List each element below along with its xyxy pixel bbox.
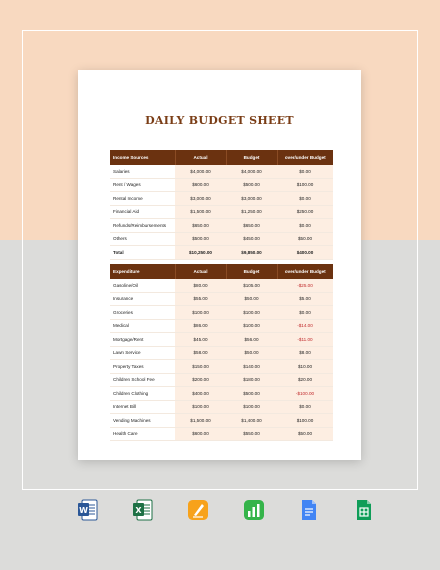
row-label: Refunds/Reimbursements <box>110 219 175 233</box>
budget-document <box>78 70 361 460</box>
amount-cell: $9,850.00 <box>226 246 277 260</box>
amount-cell: $50.00 <box>277 232 333 246</box>
table-row <box>110 333 333 347</box>
pages-icon[interactable] <box>188 499 208 521</box>
row-label: Rental Income <box>110 192 175 206</box>
table-row <box>110 279 333 292</box>
amount-cell: $400.00 <box>175 387 226 401</box>
table-row <box>110 219 333 233</box>
row-label: Vending Machines <box>110 414 175 428</box>
expenditure-table <box>110 264 333 441</box>
amount-cell: $140.00 <box>226 360 277 374</box>
amount-cell: $86.00 <box>175 319 226 333</box>
amount-cell: $200.00 <box>175 373 226 387</box>
amount-cell: $500.00 <box>226 387 277 401</box>
amount-cell: $100.00 <box>175 400 226 414</box>
column-header: Budget <box>226 264 277 279</box>
amount-cell: $56.00 <box>226 333 277 347</box>
amount-cell: $20.00 <box>277 373 333 387</box>
amount-cell: $0.00 <box>277 400 333 414</box>
google-docs-icon[interactable] <box>299 499 319 521</box>
row-label: Lawn Service <box>110 346 175 360</box>
amount-cell: $500.00 <box>226 178 277 192</box>
amount-cell: $45.00 <box>175 333 226 347</box>
numbers-icon[interactable] <box>244 499 264 521</box>
row-label: Mortgage/Rent <box>110 333 175 347</box>
amount-cell: $100.00 <box>226 319 277 333</box>
expenditure-header-row <box>110 264 333 279</box>
amount-cell: $100.00 <box>277 414 333 428</box>
amount-cell: $150.00 <box>175 360 226 374</box>
row-label: Children Clothing <box>110 387 175 401</box>
row-label: Financial Aid <box>110 205 175 219</box>
amount-cell: $400.00 <box>277 246 333 260</box>
row-label: Health Care <box>110 427 175 441</box>
income-header-row <box>110 150 333 165</box>
svg-text:W: W <box>79 506 88 515</box>
amount-cell: $100.00 <box>226 400 277 414</box>
table-row <box>110 205 333 219</box>
amount-cell: $0.00 <box>277 306 333 320</box>
amount-cell: $180.00 <box>226 373 277 387</box>
amount-cell: $0.00 <box>277 219 333 233</box>
column-header: Actual <box>175 150 226 165</box>
amount-cell: $600.00 <box>175 427 226 441</box>
amount-cell: $105.00 <box>226 279 277 292</box>
amount-cell: $600.00 <box>175 178 226 192</box>
amount-cell: $3,000.00 <box>226 192 277 206</box>
amount-cell: $1,500.00 <box>175 414 226 428</box>
row-label: Insurance <box>110 292 175 306</box>
amount-cell: $500.00 <box>175 232 226 246</box>
row-label: Others <box>110 232 175 246</box>
row-label: Internet Bill <box>110 400 175 414</box>
amount-cell: $5.00 <box>277 292 333 306</box>
svg-text:X: X <box>135 506 142 515</box>
income-table <box>110 150 333 260</box>
table-row <box>110 178 333 192</box>
row-label: Gasoline/Oil <box>110 279 175 292</box>
row-label: Property Taxes <box>110 360 175 374</box>
amount-cell: $58.00 <box>175 346 226 360</box>
table-row <box>110 192 333 206</box>
amount-cell: $4,000.00 <box>175 165 226 178</box>
amount-cell: $10,250.00 <box>175 246 226 260</box>
amount-cell: $0.00 <box>277 192 333 206</box>
amount-cell: $10.00 <box>277 360 333 374</box>
table-row <box>110 306 333 320</box>
amount-cell: $650.00 <box>175 219 226 233</box>
amount-cell: $0.00 <box>277 165 333 178</box>
table-row <box>110 165 333 178</box>
row-label: Total <box>110 246 175 260</box>
column-header: Income Sources <box>110 150 175 165</box>
google-sheets-icon[interactable] <box>354 499 374 521</box>
table-row <box>110 346 333 360</box>
amount-cell: -$25.00 <box>277 279 333 292</box>
table-row <box>110 400 333 414</box>
document-title: DAILY BUDGET SHEET <box>145 114 294 127</box>
table-row <box>110 373 333 387</box>
amount-cell: $100.00 <box>226 306 277 320</box>
table-row <box>110 427 333 441</box>
amount-cell: $50.00 <box>277 427 333 441</box>
column-header: over/under Budget <box>277 264 333 279</box>
table-row <box>110 387 333 401</box>
amount-cell: -$14.00 <box>277 319 333 333</box>
amount-cell: -$11.00 <box>277 333 333 347</box>
amount-cell: $1,500.00 <box>175 205 226 219</box>
amount-cell: $55.00 <box>175 292 226 306</box>
column-header: Budget <box>226 150 277 165</box>
row-label: Medical <box>110 319 175 333</box>
amount-cell: $550.00 <box>226 427 277 441</box>
table-row <box>110 360 333 374</box>
amount-cell: $250.00 <box>277 205 333 219</box>
amount-cell: $100.00 <box>175 306 226 320</box>
excel-icon[interactable] <box>133 499 153 521</box>
amount-cell: $80.00 <box>175 279 226 292</box>
app-icon-bar <box>78 498 374 522</box>
amount-cell: -$100.00 <box>277 387 333 401</box>
row-label: Salaries <box>110 165 175 178</box>
amount-cell: $1,250.00 <box>226 205 277 219</box>
total-row <box>110 246 333 260</box>
amount-cell: $8.00 <box>277 346 333 360</box>
row-label: Rent / Wages <box>110 178 175 192</box>
amount-cell: $450.00 <box>226 232 277 246</box>
row-label: Children School Fee <box>110 373 175 387</box>
table-row <box>110 292 333 306</box>
column-header: Expenditure <box>110 264 175 279</box>
row-label: Groceries <box>110 306 175 320</box>
amount-cell: $100.00 <box>277 178 333 192</box>
word-icon[interactable] <box>78 499 98 521</box>
table-row <box>110 414 333 428</box>
column-header: over/under Budget <box>277 150 333 165</box>
column-header: Actual <box>175 264 226 279</box>
amount-cell: $650.00 <box>226 219 277 233</box>
amount-cell: $4,000.00 <box>226 165 277 178</box>
amount-cell: $1,400.00 <box>226 414 277 428</box>
table-row <box>110 232 333 246</box>
table-row <box>110 319 333 333</box>
amount-cell: $3,000.00 <box>175 192 226 206</box>
amount-cell: $50.00 <box>226 292 277 306</box>
amount-cell: $50.00 <box>226 346 277 360</box>
